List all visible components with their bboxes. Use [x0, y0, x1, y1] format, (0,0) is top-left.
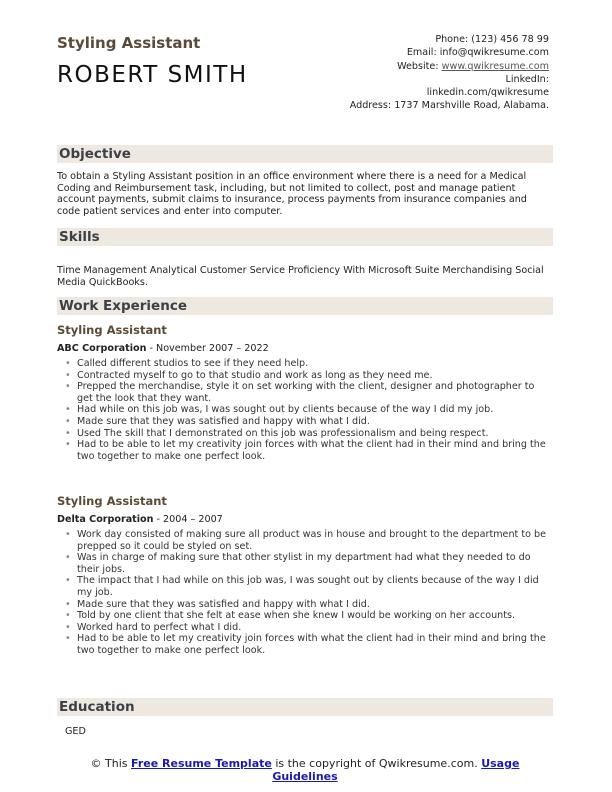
objective-heading: Objective — [57, 145, 553, 163]
experience-heading: Work Experience — [57, 297, 553, 315]
education-text: GED — [65, 726, 86, 737]
list-item: • Was in charge of making sure that other stylist in my department had what they needed to do their jobs. — [77, 552, 553, 575]
footer — [57, 757, 553, 783]
list-item: • Made sure that they was satisfied and happy with what I did. — [77, 599, 553, 611]
free-resume-template-link[interactable]: Free Resume Template — [131, 757, 272, 770]
list-item: • Had to be able to let my creativity join forces with what the client had in their mind and bring the two together to make one perfect look. — [77, 439, 553, 462]
linkedin: linkedin.com/qwikresume — [426, 87, 549, 99]
job-bullets-1 — [57, 358, 553, 462]
job-title: Styling Assistant — [57, 34, 201, 52]
list-item: • Had while on this job was, I was sought out by clients because of the way I did my job. — [77, 404, 553, 416]
footer-prefix: © This — [90, 757, 132, 770]
objective-text: To obtain a Styling Assistant position in an office environment where there is a need for a Medical Coding and Reimbursement task, including, but not limited to collect, post and manage patient account payments, submit claims to insurance, process payments from insurance companies and code patient services and enter into computer. — [57, 171, 527, 217]
address: Address: 1737 Marshville Road, Alabama. — [349, 100, 549, 112]
phone: Phone: (123) 456 78 99 — [435, 34, 549, 45]
job-dates: - November 2007 – 2022 — [146, 343, 269, 354]
email: Email: info@qwikresume.com — [406, 47, 549, 59]
list-item: • Work day consisted of making sure all product was in house and brought to the department to be prepped so it could be styled on set. — [77, 529, 553, 552]
job-bullets-2 — [57, 529, 553, 657]
company-name: Delta Corporation — [57, 514, 154, 525]
job-company-1 — [57, 343, 269, 354]
skills-heading: Skills — [57, 228, 553, 246]
candidate-name: ROBERT SMITH — [57, 62, 248, 88]
list-item: • Worked hard to perfect what I did. — [77, 622, 553, 634]
job-company-2 — [57, 514, 223, 525]
list-item: • Contracted myself to go to that studio and work as long as they need me. — [77, 370, 553, 382]
list-item: • The impact that I had while on this job was, I was sought out by clients because of the way I did my job. — [77, 575, 553, 598]
skills-text: Time Management Analytical Customer Service Proficiency With Microsoft Suite Merchandising Social Media QuickBooks. — [57, 265, 544, 288]
website — [349, 60, 549, 73]
list-item: • Used The skill that I demonstrated on this job was professionalism and being respect. — [77, 428, 553, 440]
list-item: • Prepped the merchandise, style it on set working with the client, designer and photographer to get the look that they want. — [77, 381, 553, 404]
job-dates: - 2004 – 2007 — [153, 514, 223, 525]
footer-middle: is the copyright of Qwikresume.com. — [271, 757, 482, 770]
list-item: • Told by one client that she felt at ease when she knew I would be working on her accounts. — [77, 610, 553, 622]
website-link[interactable]: www.qwikresume.com — [441, 60, 549, 72]
job-title-2: Styling Assistant — [57, 494, 167, 508]
job-title-1: Styling Assistant — [57, 323, 167, 337]
linkedin-label: LinkedIn: — [505, 73, 549, 85]
list-item: • Called different studios to see if they need help. — [77, 358, 553, 370]
contact-block — [349, 33, 549, 113]
list-item: • Made sure that they was satisfied and happy with what I did. — [77, 416, 553, 428]
education-heading: Education — [57, 698, 553, 716]
website-label: Website: — [397, 60, 442, 72]
list-item: • Had to be able to let my creativity join forces with what the client had in their mind and bring the two together to make one perfect look. — [77, 633, 553, 656]
usage-guidelines-link[interactable]: Usage Guidelines — [272, 757, 520, 783]
company-name: ABC Corporation — [57, 343, 147, 354]
